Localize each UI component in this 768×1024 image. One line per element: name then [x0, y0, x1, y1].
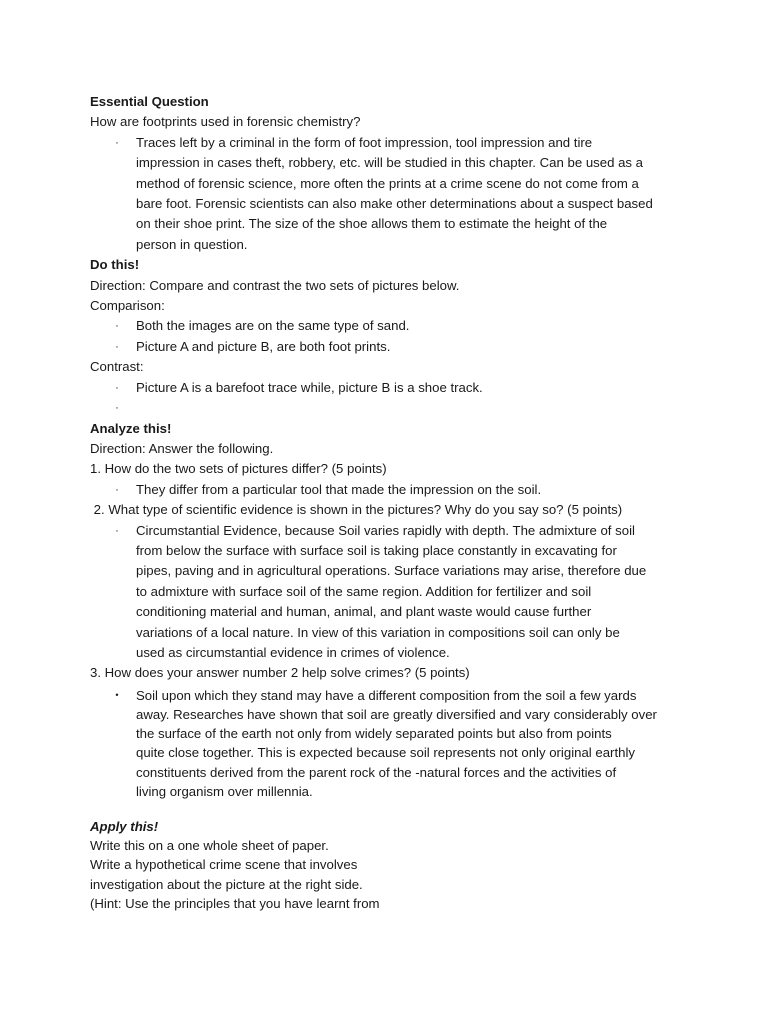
essential-bullet-line: impression in cases theft, robbery, etc. will be studied in this chapter. Can be used as a: [136, 155, 644, 171]
answer-2-line: variations of a local nature. In view of this variation in compositions soil can only be: [136, 624, 620, 640]
bullet-glyph: ·: [115, 320, 119, 333]
analyze-this-heading: Analyze this!: [90, 420, 172, 436]
apply-this-line: Write a hypothetical crime scene that involves: [90, 857, 358, 873]
contrast-label: Contrast:: [90, 359, 144, 375]
apply-this-section: [90, 817, 710, 913]
contrast-item-text: Picture A is a barefoot trace while, picture B is a shoe track.: [136, 379, 483, 395]
apply-this-heading: Apply this!: [90, 819, 159, 834]
contrast-item: [90, 378, 710, 398]
comparison-label: Comparison:: [90, 298, 165, 314]
section-gap: [90, 801, 710, 817]
answer-2-line: conditioning material and human, animal, and plant waste would cause further: [136, 604, 592, 620]
apply-this-line: Write this on a one whole sheet of paper.: [90, 838, 329, 854]
contrast-item-empty-text: [136, 398, 710, 418]
answer-1: [90, 480, 710, 500]
question-3: 3. How does your answer number 2 help solve crimes? (5 points): [90, 665, 470, 681]
essential-bullet-line: on their shoe print. The size of the shoe allows them to estimate the height of the: [136, 216, 608, 232]
question-2: 2. What type of scientific evidence is shown in the pictures? Why do you say so? (5 points): [90, 502, 623, 518]
contrast-item-empty: [90, 398, 710, 418]
do-this-direction: Direction: Compare and contrast the two sets of pictures below.: [90, 277, 460, 293]
bullet-glyph: ·: [115, 340, 119, 353]
answer-3-line: quite close together. This is expected because soil represents not only original earthly: [136, 745, 635, 761]
essential-bullet-line: bare foot. Forensic scientists can also make other determinations about a suspect based: [136, 196, 653, 212]
answer-3-text: [136, 686, 710, 801]
apply-this-line: investigation about the picture at the right side.: [90, 876, 363, 892]
bullet-glyph: ·: [115, 136, 119, 149]
answer-2-text: [136, 521, 710, 664]
answer-3-line: away. Researches have shown that soil are greatly diversified and vary considerably over: [136, 706, 657, 722]
answer-2-line: Circumstantial Evidence, because Soil varies rapidly with depth. The admixture of soil: [136, 522, 635, 538]
answer-2-line: used as circumstantial evidence in crimes of violence.: [136, 644, 450, 660]
answer-3-line: the surface of the earth not only from widely separated points but also from points: [136, 726, 612, 742]
answer-1-text: They differ from a particular tool that made the impression on the soil.: [136, 481, 542, 497]
answer-2: [90, 521, 710, 664]
comparison-item-text: Picture A and picture B, are both foot prints.: [136, 338, 391, 354]
analyze-this-direction: Direction: Answer the following.: [90, 440, 274, 456]
comparison-item: [90, 337, 710, 357]
essential-bullet-line: person in question.: [136, 236, 248, 252]
bullet-glyph: ·: [115, 524, 119, 537]
comparison-item-text: Both the images are on the same type of sand.: [136, 318, 410, 334]
answer-2-line: pipes, paving and in agricultural operations. Surface variations may arise, therefore due: [136, 563, 647, 579]
do-this-heading: Do this!: [90, 257, 140, 273]
bullet-glyph: •: [115, 689, 119, 700]
answer-2-line: to admixture with surface soil of the same region. Addition for fertilizer and soil: [136, 583, 592, 599]
answer-3-line: Soil upon which they stand may have a different composition from the soil a few yards: [136, 687, 637, 703]
comparison-item: [90, 316, 710, 336]
essential-bullet-text: [136, 133, 710, 255]
essential-question-text: How are footprints used in forensic chemistry?: [90, 114, 361, 130]
document-page: [90, 92, 710, 913]
apply-this-line: (Hint: Use the principles that you have learnt from: [90, 895, 380, 911]
essential-bullet-line: Traces left by a criminal in the form of foot impression, tool impression and tire: [136, 134, 593, 150]
essential-bullet: [90, 133, 710, 255]
question-1: 1. How do the two sets of pictures differ? (5 points): [90, 461, 387, 477]
answer-2-line: from below the surface with surface soil is taking place constantly in excavating for: [136, 542, 617, 558]
answer-3-line: constituents derived from the parent rock of the -natural forces and the activities of: [136, 764, 617, 780]
answer-3-line: living organism over millennia.: [136, 783, 313, 799]
essential-bullet-line: method of forensic science, more often the prints at a crime scene do not come from a: [136, 175, 639, 191]
essential-question-heading: Essential Question: [90, 94, 209, 109]
bullet-glyph: ·: [115, 402, 119, 415]
answer-3: [90, 686, 710, 801]
bullet-glyph: ·: [115, 483, 119, 496]
bullet-glyph: ·: [115, 381, 119, 394]
